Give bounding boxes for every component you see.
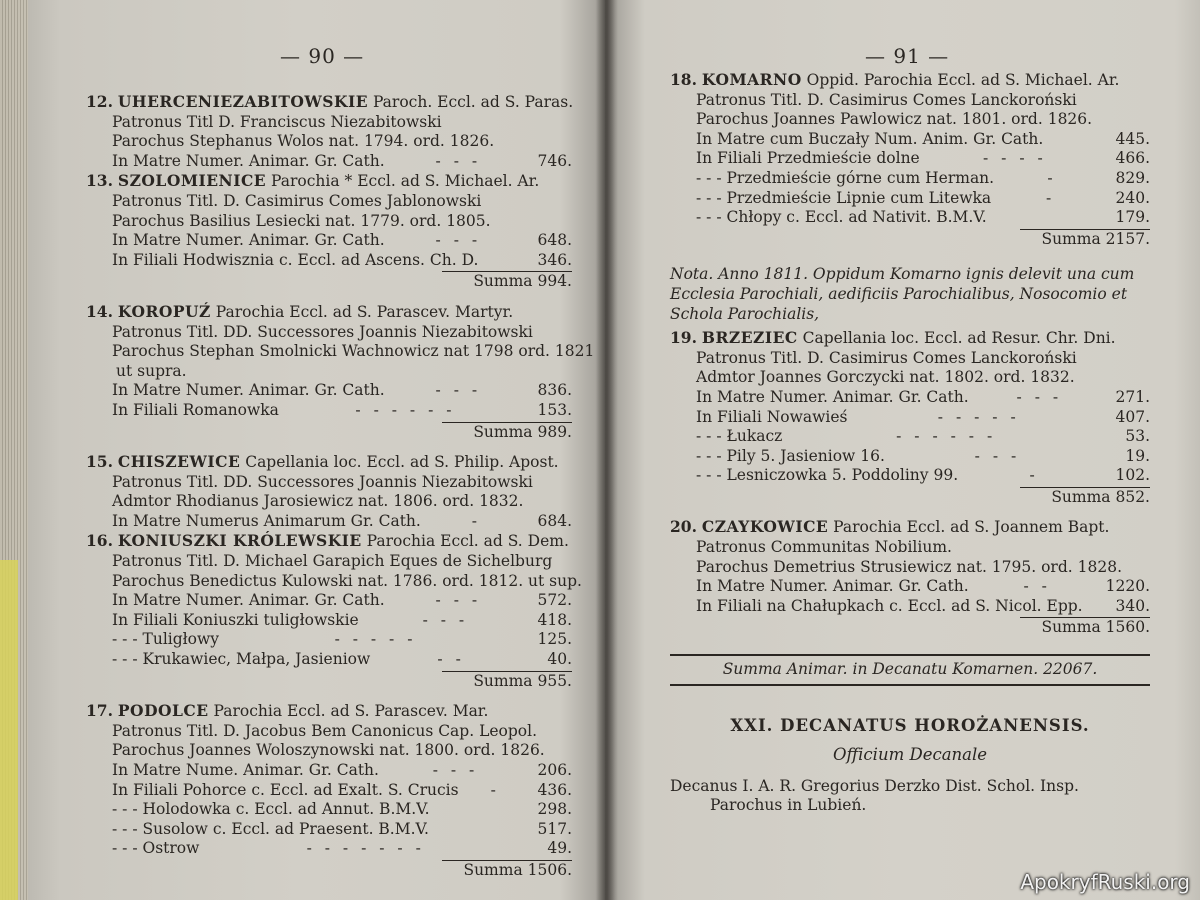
- entry-line: [86, 152, 572, 172]
- page-number-right: — 91 —: [865, 44, 950, 68]
- parish-name: PODOLCE: [117, 701, 209, 721]
- line-text: Patronus Titl. D. Casimirus Comes Lanckoroński: [696, 90, 1077, 109]
- entry-line: [86, 212, 572, 232]
- souls-count: 517.: [537, 819, 572, 838]
- parish-name: BRZEZIEC: [701, 328, 798, 348]
- entry-heading: [670, 70, 1150, 91]
- book-gutter: [596, 0, 618, 900]
- souls-count: 836.: [537, 381, 572, 400]
- entry-heading: [86, 531, 572, 552]
- entry-heading-text: [86, 92, 573, 113]
- entry-line: [670, 408, 1150, 428]
- line-text: In Matre Numer. Animar. Gr. Cath.: [112, 591, 385, 610]
- line-text: In Matre cum Buczały Num. Anim. Gr. Cath.: [696, 129, 1044, 148]
- line-text: - - - Pily 5. Jasieniow 16.: [696, 446, 885, 465]
- entry-number: 14.: [86, 301, 113, 321]
- nota-text: Nota. Anno 1811. Oppidum Komarno ignis delevit una cum Ecclesia Parochiali, aedificiis Parochialibus, Nosocomio et Schola Parochialis,: [670, 265, 1135, 323]
- parish-name: KOROPUŹ: [117, 301, 211, 321]
- souls-count: 240.: [1115, 188, 1150, 207]
- line-text: Parochus Stephan Smolnicki Wachnowicz nat 1798 ord. 1821: [112, 342, 595, 361]
- entry-heading: [670, 328, 1150, 349]
- line-text: Patronus Communitas Nobilium.: [696, 538, 952, 557]
- line-text: In Filiali Przedmieście dolne: [696, 149, 920, 168]
- souls-count: 445.: [1115, 129, 1150, 148]
- leader-dots: - - -: [435, 231, 482, 250]
- entry-heading-text: [86, 452, 559, 473]
- leader-dots: - - -: [435, 591, 482, 610]
- line-text: In Matre Numer. Animar. Gr. Cath.: [112, 151, 385, 170]
- page-number-left: — 90 —: [280, 44, 365, 68]
- entry-line: [86, 401, 572, 421]
- entry-line: [86, 741, 572, 761]
- entry-number: 16.: [86, 531, 113, 551]
- entry-line: [670, 388, 1150, 408]
- souls-count: 407.: [1115, 407, 1150, 426]
- parish-name: CHISZEWICE: [117, 452, 241, 472]
- parish-name: KOMARNO: [701, 70, 802, 89]
- summa-total: Summa 994.: [473, 272, 572, 291]
- entry-line: [86, 630, 572, 650]
- entry-heading-text: [670, 328, 1116, 349]
- entry-line: [670, 577, 1150, 597]
- line-text: - - - Łukacz: [696, 427, 783, 446]
- souls-count: 206.: [537, 761, 572, 779]
- souls-count: 1220.: [1105, 577, 1150, 596]
- line-text: In Filiali Romanowka: [112, 400, 279, 419]
- line-text: Patronus Titl. DD. Successores Joannis Niezabitowski: [112, 472, 533, 491]
- summa-total: Summa 955.: [473, 671, 572, 690]
- entry-heading: [86, 701, 572, 722]
- watermark: ApokryfRuski.org: [1020, 870, 1190, 894]
- souls-count: 572.: [537, 591, 572, 610]
- line-text: Patronus Titl. D. Casimirus Comes Jablonowski: [112, 191, 482, 210]
- line-text: Patronus Titl. D. Jacobus Bem Canonicus Cap. Leopol.: [112, 721, 538, 740]
- leader-dots: - - - - - -: [355, 400, 456, 419]
- line-text: In Matre Numer. Animar. Gr. Cath.: [112, 231, 385, 250]
- line-text: In Matre Nume. Animar. Gr. Cath.: [112, 761, 379, 779]
- entry-line: [86, 512, 572, 532]
- entry-line: [86, 722, 572, 742]
- souls-count: 418.: [537, 610, 572, 629]
- entry-line: [86, 781, 572, 801]
- entry-line: [86, 342, 595, 362]
- souls-count: 102.: [1115, 466, 1150, 485]
- leader-dots: [478, 251, 532, 271]
- entry-gap: [86, 691, 572, 701]
- entry-line: [86, 381, 572, 401]
- line-text: Patronus Titl D. Franciscus Niezabitowski: [112, 112, 442, 131]
- section-title: XXI. DECANATUS HOROŻANENSIS.: [730, 715, 1090, 735]
- leader-dots: -: [1029, 466, 1039, 485]
- line-text: Admtor Rhodianus Jarosiewicz nat. 1806. ord. 1832.: [112, 492, 524, 511]
- souls-count: 298.: [537, 800, 572, 819]
- entry-line: [86, 820, 572, 840]
- entry-heading: [86, 171, 572, 192]
- line-text: In Matre Numerus Animarum Gr. Cath.: [112, 511, 421, 530]
- line-text: Parochus Demetrius Strusiewicz nat. 1795. ord. 1828.: [696, 557, 1122, 576]
- entry-line: [670, 427, 1150, 447]
- entry-number: 20.: [670, 517, 697, 537]
- yellow-tab: [0, 560, 18, 900]
- line-text: In Filiali Pohorce c. Eccl. ad Exalt. S. Crucis: [112, 780, 459, 799]
- leader-dots: - - -: [974, 446, 1021, 465]
- entry-number: 17.: [86, 701, 113, 721]
- entry-number: 18.: [670, 70, 697, 89]
- entry-line: [86, 132, 572, 152]
- entry-line: [670, 349, 1150, 369]
- left-entries: [86, 92, 595, 891]
- entry-line: [670, 110, 1150, 130]
- right-entries: [670, 70, 1150, 816]
- entry-line: [670, 597, 1150, 617]
- entry-gap: [670, 638, 1150, 648]
- entry-line: [86, 362, 572, 382]
- entry-line: [670, 169, 1150, 189]
- parish-description: Paroch. Eccl. ad S. Paras.: [368, 93, 574, 111]
- line-text: In Matre Numer. Animar. Gr. Cath.: [112, 381, 385, 400]
- summa-total: Summa 989.: [473, 422, 572, 441]
- leader-dots: - - -: [432, 761, 479, 779]
- line-text: ut supra.: [116, 361, 187, 380]
- line-text: In Matre Numer. Animar. Gr. Cath.: [696, 577, 969, 596]
- entry-heading-text: [670, 70, 1119, 91]
- entry-line: [86, 611, 572, 631]
- line-text: - - - Chłopy c. Eccl. ad Nativit. B.M.V.: [696, 208, 987, 227]
- entry-line: [670, 538, 1150, 558]
- leader-dots: - -: [1023, 577, 1051, 596]
- entry-gap: [86, 442, 572, 452]
- souls-count: 153.: [537, 400, 572, 419]
- entry-heading: [670, 517, 1150, 538]
- line-text: Patronus Titl. D. Casimirus Comes Lanckoroński: [696, 348, 1077, 367]
- parish-description: Parochia Eccl. ad S. Joannem Bapt.: [828, 518, 1110, 537]
- entry-gap: [86, 292, 572, 302]
- souls-count: 40.: [547, 650, 572, 669]
- line-text: Patronus Titl. DD. Successores Joannis Niezabitowski: [112, 322, 533, 341]
- souls-count: 746.: [537, 151, 572, 170]
- leader-dots: -: [1047, 168, 1057, 187]
- parish-description: Parochia Eccl. ad S. Parascev. Mar.: [208, 702, 489, 721]
- entry-gap: [670, 507, 1150, 517]
- souls-count: 125.: [537, 630, 572, 649]
- leader-dots: - - - - -: [937, 407, 1020, 426]
- summa-total: Summa 1506.: [463, 860, 572, 879]
- entry-heading: [86, 92, 572, 113]
- leader-dots: - -: [437, 650, 465, 669]
- line-text: Parochus Stephanus Wolos nat. 1794. ord. 1826.: [112, 132, 495, 151]
- line-text: In Matre Numer. Animar. Gr. Cath.: [696, 387, 969, 406]
- entry-line: [86, 251, 572, 271]
- souls-count: 829.: [1115, 168, 1150, 187]
- line-text: Patronus Titl. D. Michael Garapich Eques de Sichelburg: [112, 552, 553, 571]
- leader-dots: -: [471, 511, 482, 530]
- leader-dots: -: [490, 780, 500, 799]
- leader-dots: - - -: [435, 151, 482, 170]
- entry-line: [86, 800, 572, 820]
- line-text: In Filiali na Chałupkach c. Eccl. ad S. Nicol. Epp.: [696, 596, 1083, 615]
- line-text: In Filiali Koniuszki tuligłowskie: [112, 610, 359, 629]
- entry-line: [86, 323, 572, 343]
- souls-count: 346.: [537, 250, 572, 269]
- entry-line: [86, 492, 572, 512]
- entry-line: [86, 473, 572, 493]
- line-text: Admtor Joannes Gorczycki nat. 1802. ord. 1832.: [696, 368, 1075, 387]
- line-text: Parochus Basilius Lesiecki nat. 1779. ord. 1805.: [112, 211, 491, 230]
- souls-count: 53.: [1125, 427, 1150, 446]
- parish-description: Capellania loc. Eccl. ad Resur. Chr. Dni.: [797, 329, 1116, 348]
- souls-count: 340.: [1115, 596, 1150, 615]
- entry-number: 19.: [670, 328, 697, 348]
- deanery-total: Summa Animar. in Decanatu Komarnen. 22067.: [670, 654, 1150, 686]
- line-text: Parochus Joannes Woloszynowski nat. 1800. ord. 1826.: [112, 741, 545, 760]
- line-text: - - - Przedmieście górne cum Herman.: [696, 168, 995, 187]
- leader-dots: [1043, 130, 1110, 150]
- parish-description: Oppid. Parochia Eccl. ad S. Michael. Ar.: [801, 71, 1120, 89]
- parish-description: Parochia * Eccl. ad S. Michael. Ar.: [266, 172, 540, 191]
- leader-dots: - - - - -: [334, 630, 417, 649]
- line-text: - - - Holodowka c. Eccl. ad Annut. B.M.V.: [112, 800, 430, 819]
- souls-count: 436.: [537, 780, 572, 799]
- entry-line: [670, 368, 1150, 388]
- entry-heading-text: [670, 517, 1109, 538]
- parish-name: CZAYKOWICE: [701, 517, 829, 537]
- entry-heading-text: [86, 302, 513, 323]
- line-text: - - - Przedmieście Lipnie cum Litewka: [696, 188, 992, 207]
- entry-number: 12.: [86, 92, 113, 111]
- entry-heading-text: [86, 171, 539, 192]
- entry-number: 15.: [86, 452, 113, 472]
- summa-total: Summa 2157.: [1041, 229, 1150, 248]
- leader-dots: - - - - - - -: [306, 839, 425, 858]
- entry-number: 13.: [86, 171, 113, 191]
- line-text: In Filiali Hodwisznia c. Eccl. ad Ascens. Ch. D.: [112, 250, 479, 269]
- entry-heading-text: [86, 701, 488, 722]
- leader-dots: [430, 800, 532, 820]
- entry-line: [670, 149, 1150, 169]
- line-text: - - - Tuligłowy: [112, 630, 220, 649]
- summa-total: Summa 1560.: [1041, 618, 1150, 637]
- leader-dots: - - -: [1016, 387, 1063, 406]
- entry-line: [670, 466, 1150, 486]
- summa-total: Summa 852.: [1051, 487, 1150, 506]
- entry-gap: [670, 249, 1150, 259]
- parish-name: UHERCENIEZABITOWSKIE: [117, 92, 369, 111]
- souls-count: 466.: [1115, 149, 1150, 168]
- entry-line: [86, 113, 572, 133]
- entry-line: [670, 130, 1150, 150]
- parish-description: Capellania loc. Eccl. ad S. Philip. Apost.: [240, 453, 559, 472]
- souls-count: 271.: [1115, 387, 1150, 406]
- line-text: - - - Lesniczowka 5. Poddoliny 99.: [696, 466, 959, 485]
- entry-line: [86, 571, 582, 592]
- entry-line: [86, 591, 572, 611]
- souls-count: 684.: [537, 511, 572, 530]
- parish-description: Parochia Eccl. ad S. Parascev. Martyr.: [210, 302, 514, 321]
- entry-line: [86, 761, 572, 781]
- entry-line: [670, 189, 1150, 209]
- line-text: - - - Susolow c. Eccl. ad Praesent. B.M.V.: [112, 819, 429, 838]
- leader-dots: [429, 820, 532, 840]
- entry-line: [670, 208, 1150, 228]
- parish-name: KONIUSZKI KRÓLEWSKIE: [117, 531, 362, 551]
- entry-heading: [86, 302, 572, 323]
- entry-line: [86, 552, 572, 572]
- entry-line: [86, 839, 572, 859]
- leader-dots: - - - -: [983, 149, 1047, 168]
- entry-line: [86, 650, 572, 670]
- parish-description: Parochia Eccl. ad S. Dem.: [361, 532, 569, 551]
- entry-line: [86, 231, 572, 251]
- leader-dots: - - - - - -: [896, 427, 997, 446]
- leader-dots: - - -: [422, 610, 469, 629]
- souls-count: 648.: [537, 231, 572, 250]
- parish-name: SZOLOMIENICE: [117, 171, 267, 191]
- entry-heading: [86, 452, 572, 473]
- leader-dots: [1083, 597, 1110, 617]
- entry-line: [670, 447, 1150, 467]
- section-subtitle: Officium Decanale: [832, 745, 988, 765]
- line-text: In Filiali Nowawieś: [696, 407, 848, 426]
- entry-line: [670, 558, 1150, 578]
- entry-line: [86, 192, 572, 212]
- decanus-line-2: Parochus in Lubień.: [710, 796, 867, 815]
- souls-count: 49.: [547, 839, 572, 858]
- line-text: Parochus Joannes Pawlowicz nat. 1801. ord. 1826.: [696, 110, 1093, 129]
- line-text: - - - Krukawiec, Małpa, Jasieniow: [112, 650, 371, 669]
- souls-count: 179.: [1115, 208, 1150, 227]
- line-text: - - - Ostrow: [112, 839, 200, 858]
- entry-line: [670, 91, 1150, 111]
- leader-dots: - - -: [435, 381, 482, 400]
- entry-gap: [86, 881, 572, 891]
- entry-heading-text: [86, 531, 569, 552]
- leader-dots: [987, 208, 1110, 228]
- souls-count: 19.: [1125, 446, 1150, 465]
- line-text: Parochus Benedictus Kulowski nat. 1786. ord. 1812. ut sup.: [112, 571, 582, 590]
- leader-dots: -: [1045, 188, 1056, 207]
- decanus-line: Decanus I. A. R. Gregorius Derzko Dist. Schol. Insp.: [670, 776, 1079, 795]
